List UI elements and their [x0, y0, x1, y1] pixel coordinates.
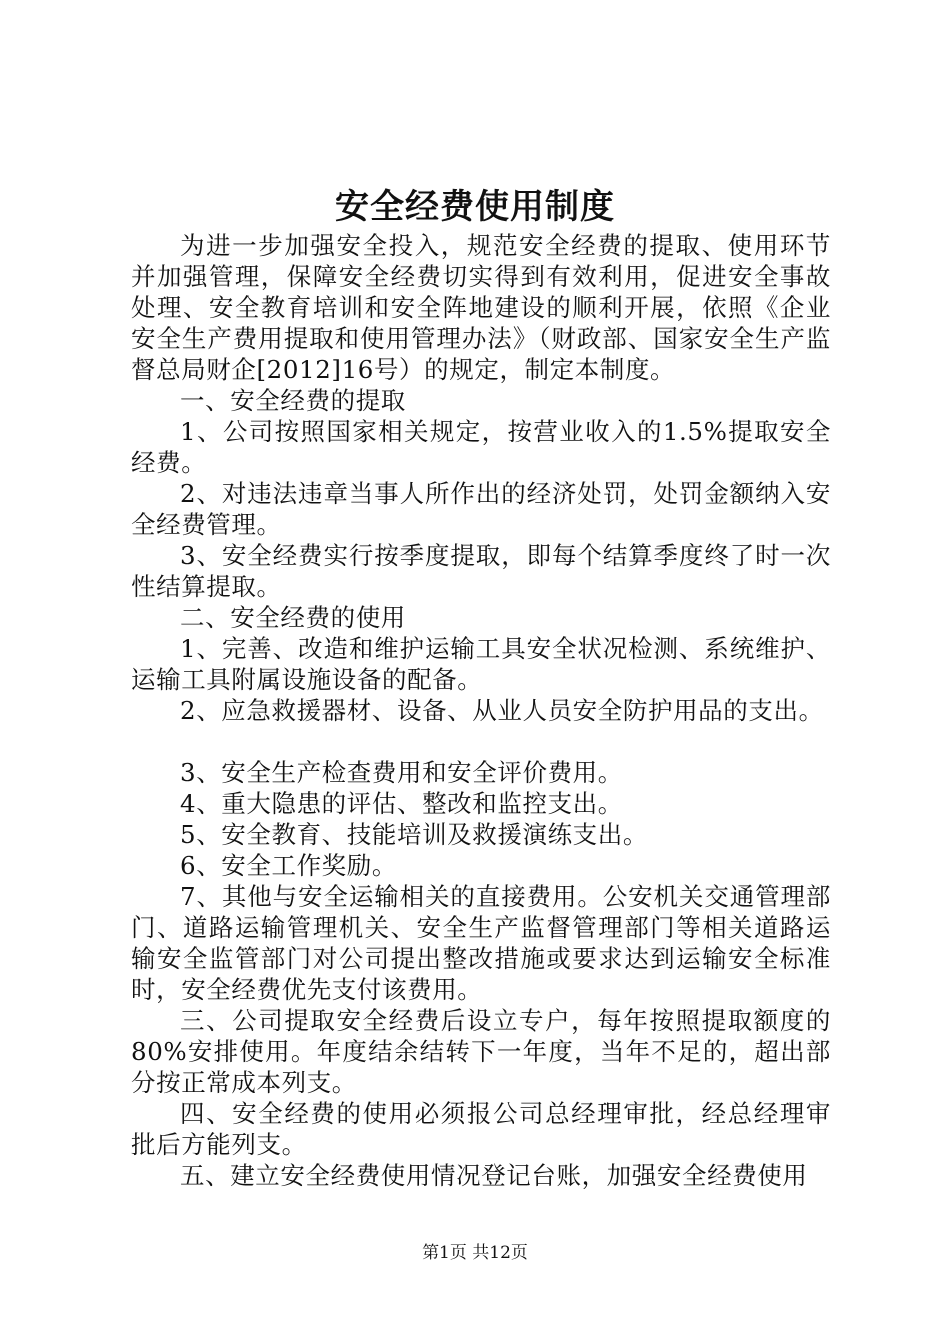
usage-item-6: 6、安全工作奖励。 [180, 851, 397, 880]
page-footer: 第1页 共12页 [422, 1243, 528, 1263]
usage-item-3: 3、安全生产检查费用和安全评价费用。 [180, 758, 623, 787]
usage-item-5: 5、安全教育、技能培训及救援演练支出。 [180, 820, 648, 849]
document-title: 安全经费使用制度 [335, 187, 615, 227]
usage-item-4: 4、重大隐患的评估、整改和监控支出。 [180, 789, 623, 818]
extraction-item-3: 3、安全经费实行按季度提取，即每个结算季度终了时一次性结算提取。 [131, 541, 831, 601]
usage-item-1: 1、完善、改造和维护运输工具安全状况检测、系统维护、运输工具附属设施设备的配备。 [131, 634, 831, 694]
extraction-item-1: 1、公司按照国家相关规定，按营业收入的1.5%提取安全经费。 [131, 417, 831, 477]
section-four-paragraph: 四、安全经费的使用必须报公司总经理审批，经总经理审批后方能列支。 [131, 1099, 831, 1159]
usage-item-2: 2、应急救援器材、设备、从业人员安全防护用品的支出。 [180, 696, 824, 725]
section-five-paragraph: 五、建立安全经费使用情况登记台账，加强安全经费使用 [180, 1161, 808, 1190]
intro-paragraph: 为进一步加强安全投入，规范安全经费的提取、使用环节并加强管理，保障安全经费切实得到有效利用，促进安全事故处理、安全教育培训和安全阵地建设的顺利开展，依照《企业安全生产费用提取和使用管理办法》（财政部、国家安全生产监督总局财企[2012]16号）的规定，制定本制度。 [131, 231, 831, 384]
usage-item-7: 7、其他与安全运输相关的直接费用。公安机关交通管理部门、道路运输管理机关、安全生产监督管理部门等相关道路运输安全监管部门对公司提出整改措施或要求达到运输安全标准时，安全经费优先支付该费用。 [131, 882, 831, 1004]
document-body [131, 230, 831, 1191]
section-three-paragraph: 三、公司提取安全经费后设立专户，每年按照提取额度的80%安排使用。年度结余结转下一年度，当年不足的，超出部分按正常成本列支。 [131, 1006, 831, 1097]
section-heading-usage: 二、安全经费的使用 [180, 603, 406, 632]
paragraph-gap [131, 726, 831, 757]
section-heading-extraction: 一、安全经费的提取 [180, 386, 406, 415]
extraction-item-2: 2、对违法违章当事人所作出的经济处罚，处罚金额纳入安全经费管理。 [131, 479, 831, 539]
